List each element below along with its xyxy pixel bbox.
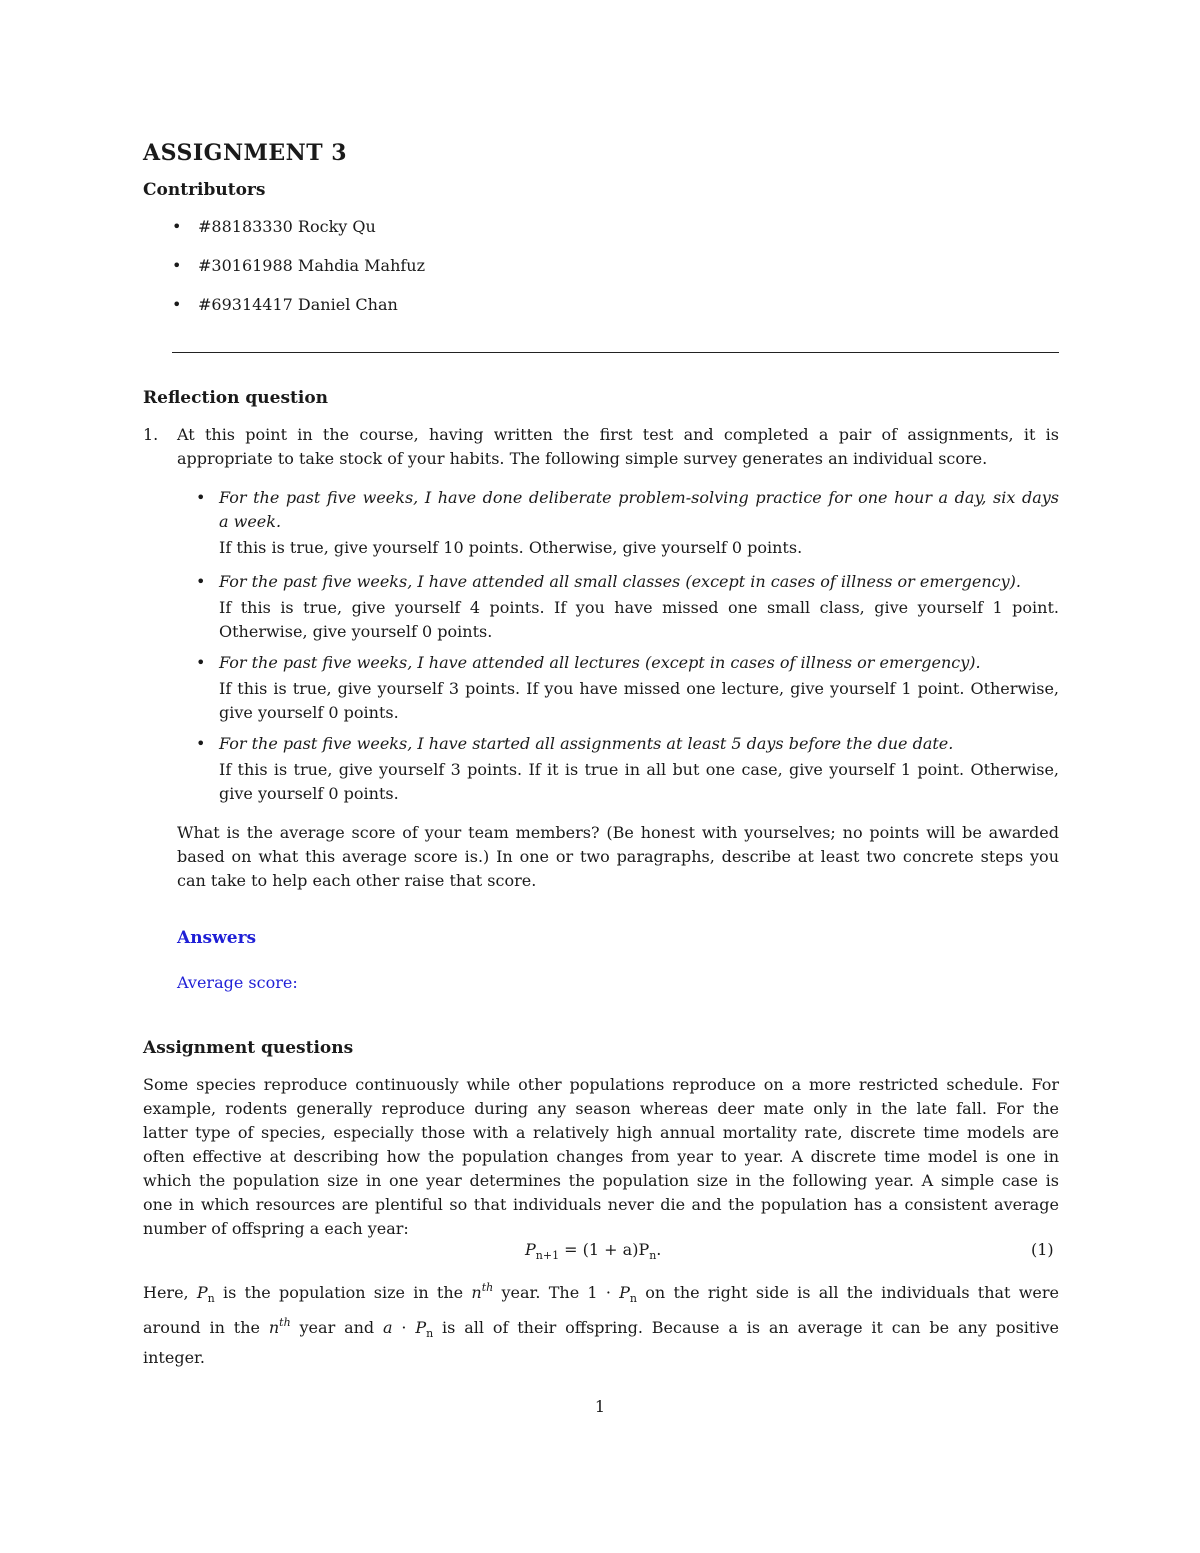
survey-scoring: If this is true, give yourself 10 points. Otherwise, give yourself 0 points. — [219, 538, 803, 557]
survey-statement: For the past five weeks, I have done deliberate problem-solving practice for one hour a day, six days a week. — [219, 488, 1059, 531]
equation-label: (1) — [1031, 1240, 1054, 1259]
survey-statement: For the past five weeks, I have attended all small classes (except in cases of illness or emergency). — [219, 572, 1021, 591]
reflection-intro: At this point in the course, having written the first test and completed a pair of assignments, it is appropriate to take stock of your habits. The following simple survey generates an individual score. — [177, 425, 1059, 468]
survey-statement: For the past five weeks, I have attended all lectures (except in cases of illness or emergency). — [219, 653, 981, 672]
survey-statement: For the past five weeks, I have started all assignments at least 5 days before the due date. — [219, 734, 954, 753]
reflection-heading: Reflection question — [143, 388, 329, 408]
survey-scoring: If this is true, give yourself 3 points. If you have missed one lecture, give yourself 1 point. Otherwise, give yourself 0 points. — [219, 679, 1059, 722]
page-number: 1 — [594, 1397, 606, 1416]
bullet-icon: • — [172, 217, 182, 236]
equation: $P_{n+1} = (1 + a)P_n$. — [525, 1240, 662, 1262]
equation-explanation: Here, $P_n$ is the population size in the $n^{th}$ year. The $1 \cdot P_n$ on the right side is all the individuals that were around in the $n^{th}$ year and $a \cdot P_n$ is all of their offspring. Because a is an average it can be any positive integer. — [143, 1281, 1059, 1367]
assignment-paragraph: Some species reproduce continuously while other populations reproduce on a more restricted schedule. For example, rodents generally reproduce during any season whereas deer mate only in the late fall. For the latter type of species, especially those with a relatively high annual mortality rate, discrete time models are often effective at describing how the population changes from year to year. A discrete time model is one in which the population size in one year determines the population size in the following year. A simple case is one in which resources are plentiful so that individuals never die and the population has a consistent average number of offspring a each year: — [143, 1075, 1059, 1238]
bullet-icon: • — [196, 734, 206, 753]
average-score-label: Average score: — [177, 973, 298, 992]
contributors-heading: Contributors — [143, 180, 266, 200]
item-number: 1. — [143, 425, 159, 444]
bullet-icon: • — [172, 256, 182, 275]
bullet-icon: • — [196, 653, 206, 672]
survey-scoring: If this is true, give yourself 4 points. If you have missed one small class, give yourself 1 point. Otherwise, give yourself 0 points. — [219, 598, 1059, 641]
reflection-question: What is the average score of your team members? (Be honest with yourselves; no points will be awarded based on what this average score is.) In one or two paragraphs, describe at least two concrete steps you can take to help each other raise that score. — [177, 823, 1059, 890]
horizontal-rule — [172, 352, 1059, 353]
bullet-icon: • — [196, 488, 206, 507]
bullet-icon: • — [196, 572, 206, 591]
survey-scoring: If this is true, give yourself 3 points. If it is true in all but one case, give yourself 1 point. Otherwise, give yourself 0 points. — [219, 760, 1059, 803]
bullet-icon: • — [172, 295, 182, 314]
assignment-heading: Assignment questions — [143, 1038, 354, 1058]
answers-heading: Answers — [177, 928, 257, 948]
document-title: ASSIGNMENT 3 — [143, 140, 348, 166]
